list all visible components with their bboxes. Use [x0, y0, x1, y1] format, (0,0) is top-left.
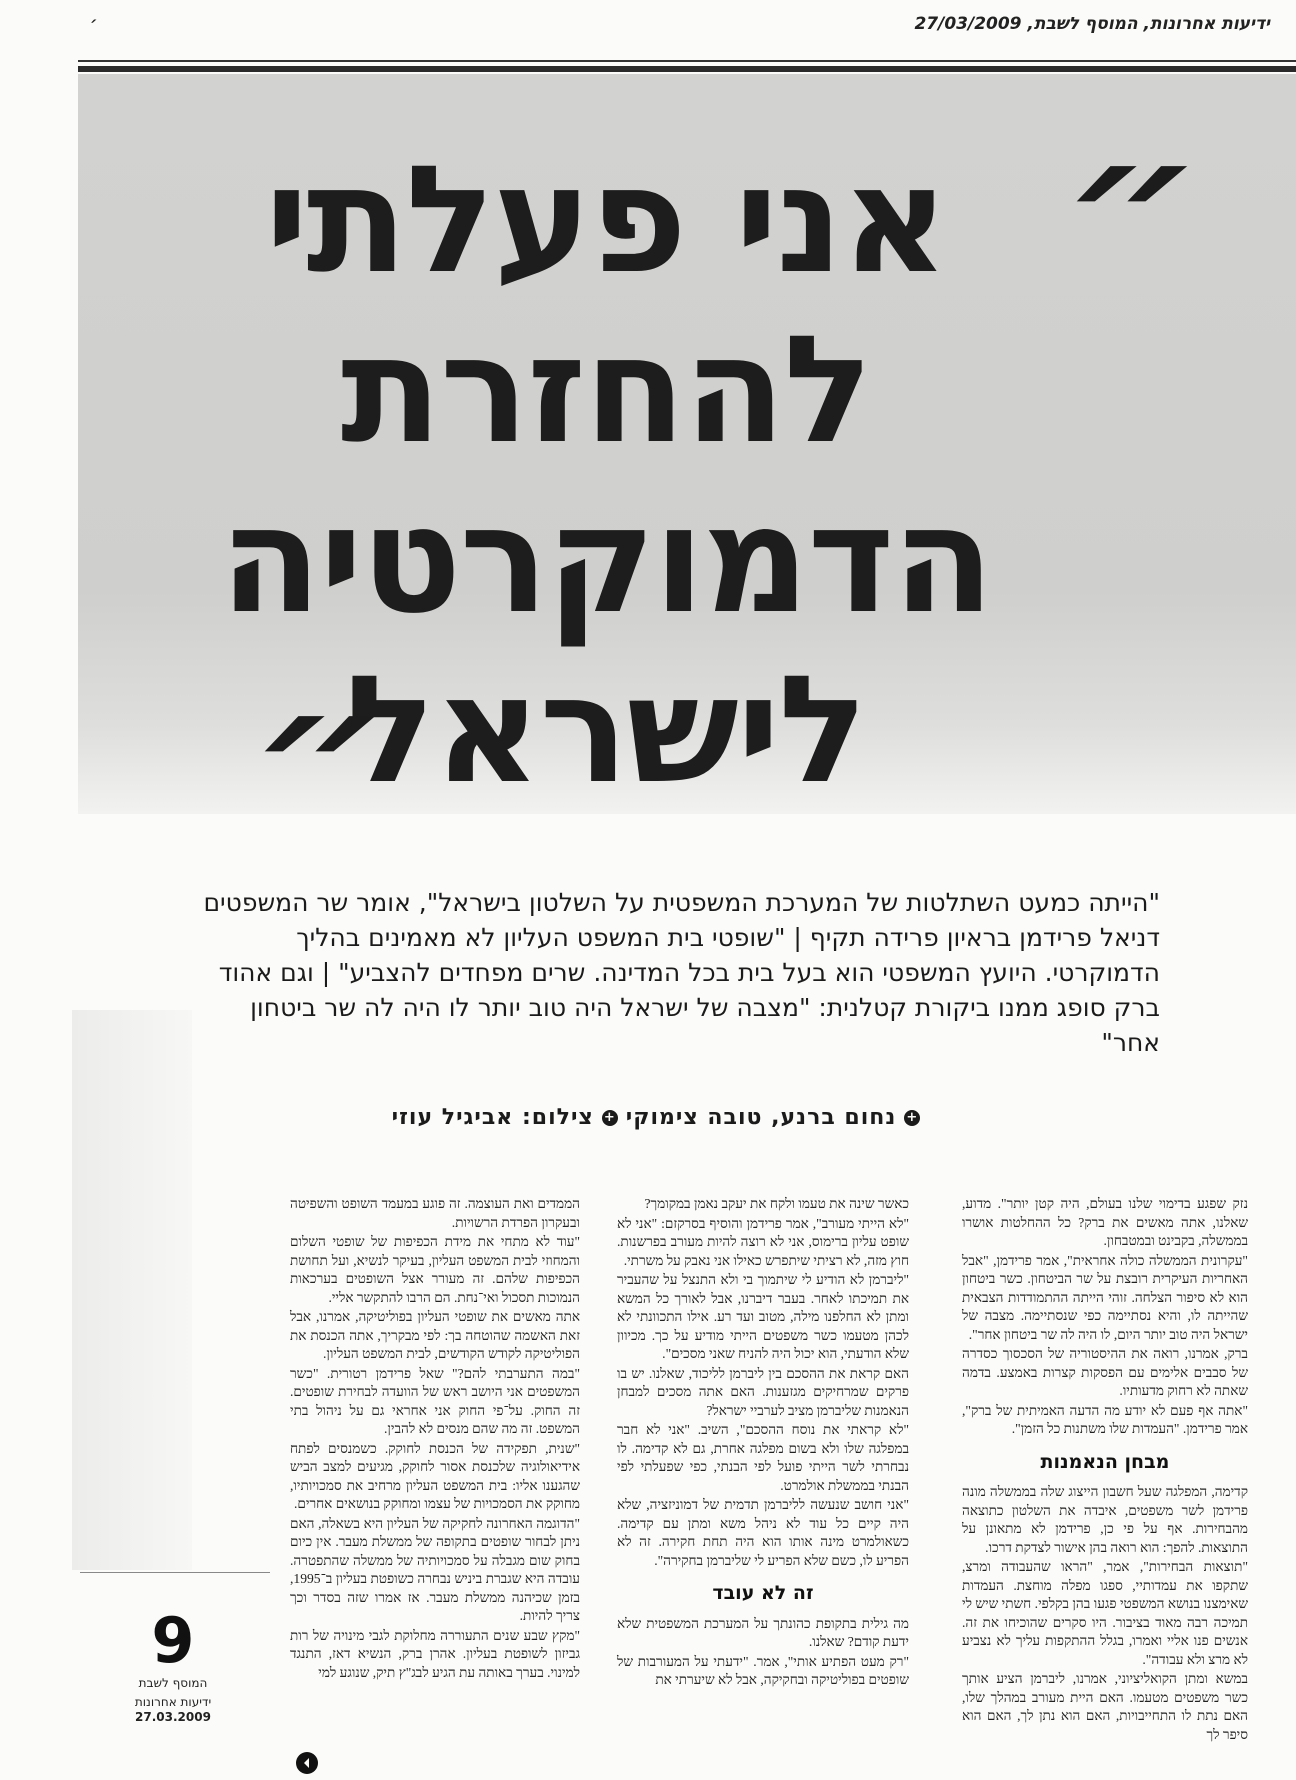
article-column-right [962, 1195, 1248, 1745]
deck-subheadline: "הייתה כמעט השתלטות של המערכת המשפטית על השלטון בישראל", אומר שר המשפטים דניאל פרידמן בראיון פרידה תקיף | "שופטי בית המשפט העליון לא מאמינים בהליך הדמוקרטי. היועץ המשפטי הוא בעל בית בכל המדינה. שרים מפחדים להצביע" | וגם אהוד ברק סופג ממנו ביקורת קטלנית: "מצבה של ישראל היה טוב יותר לו היה לה שר ביטחון אחר" [203, 888, 1160, 1057]
byline-photo-credit: צילום: אביגיל עוזי [391, 1105, 594, 1130]
headline-open-quote: ״ [1036, 94, 1219, 315]
running-head-page-mark: ׳ [90, 14, 98, 34]
paragraph: "ליברמן לא הודיע לי שיתמוך בי ולא התנצל על שהעביר את תמיכתו לאחר. בעבר דיברנו, אבל לאורך כל המשא ומתן לא החלפנו מילה, מטוב ועד רע. אילו התכוונתי לא לכהן מטעמו כשר משפטים הייתי מודיע על כך. מכיוון שלא הודעתי, הוא יכול היה להניח שאני מסכים". [617, 1272, 909, 1361]
section-heading: זה לא עובד [712, 1582, 814, 1604]
folio [118, 1604, 228, 1725]
headline-line-4: לישראל [346, 644, 866, 816]
paragraph: "שנית, תפקידה של הכנסת לחוקק. כשמנסים לפתח אידיאולוגיה שלכנסת אסור לחוקק, מגיעים למצב הביש שהגענו אליו: בית המשפט העליון מרחיב את סמכויותיו, מחוקק את הסמכויות של עצמו ומחוקק בנושאים אחרים. [290, 1440, 580, 1511]
folio-date: 27.03.2009 [135, 1710, 211, 1724]
adjacent-page-strip [72, 1010, 192, 1570]
paragraph: ברק, אמרנו, רואה את ההיסטוריה של הסכסוך כסדרה של סבבים אלימים עם הפסקות קצרות באמצע. בדמה שאתה לא רחוק מדעותיו. [962, 1346, 1248, 1398]
paragraph: במשא ומתן הקואליציוני, אמרנו, ליברמן הציע אותך כשר משפטים מטעמו. האם היית מעורב במהלך שלו, האם נתת לו התחייבויות, האם הוא נתן לך, האם הוא סיפר לך [962, 1671, 1248, 1742]
byline-authors: נחום ברנע, טובה צימוקי [625, 1105, 897, 1130]
headline-line-2: להחזרת [340, 304, 872, 476]
paragraph: "עקרונית הממשלה כולה אחראית", אמר פרידמן, "אבל האחריות העיקרית רובצת על שר הביטחון. כשר ביטחון הוא לא סיפור הצלחה. זוהי הייתה ההתמודדות הצבאית שהייתה לו, והיא נסתיימה כפי שנסתיימה. מצבה של ישראל היה טוב יותר היום, לו היה לה שר ביטחון אחר". [962, 1252, 1248, 1342]
paragraph: קדימה, המפלגה שעל חשבון הייצוג שלה בממשלה מונה פרידמן לשר משפטים, איבדה את השלטון כתוצאה מהבחירות. אף על פי כן, פרידמן לא מתאונן על התוצאות. להפך: הוא רואה בהן אישור לצדקת דרכו. [962, 1484, 1248, 1555]
headline-close-quote: ״ [224, 644, 407, 865]
article-column-left [290, 1195, 580, 1683]
paragraph: "לא קראתי את נוסח ההסכם", השיב. "אני לא חבר במפלגה שלו ולא בשום מפלגה אחרת, גם לא קדימה. לו נבחרתי לשר הייתי פועל לפי הבנתי, כפי שפעלתי לפי הבנתי בממשלת אולמרט. [617, 1422, 909, 1493]
folio-paper: ידיעות אחרונות [134, 1695, 212, 1709]
article-column-middle [617, 1195, 909, 1691]
paragraph: "תוצאות הבחירות", אמר, "הראו שהעבודה ומרצ, שתקפו את עמדותיי, ספגו מפלה מוחצת. העמדות שאימצנו בנושא המשפטי פגעו בהן בקלפי. חשתי שיש לי תמיכה רבה מאוד בציבור. היו סקרים שהוכיחו את זה. אנשים פנו אליי ואמרו, בגלל ההתקפות עליך לא נצביע לא מרצ ולא עבודה". [962, 1559, 1248, 1667]
paragraph: מה גילית בתקופת כהונתך על המערכת המשפטית שלא ידעת קודם? שאלנו. [617, 1615, 909, 1649]
paragraph: "רק מעט הפתיע אותי", אמר. "ידעתי על המעורבות של שופטים בפוליטיקה ובחקיקה, אבל לא שיערתי את [617, 1653, 909, 1687]
header-rule-thick [78, 66, 1296, 72]
running-head [90, 10, 1270, 42]
paragraph: הממדים ואת העוצמה. זה פוגע במעמד השופט והשפיטה ובעקרון הפרדת הרשויות. [290, 1196, 580, 1230]
paragraph: נזק שפגע בדימוי שלנו בעולם, היה קטן יותר". מדוע, שאלנו, אתה מאשים את ברק? כל ההחלטות אושרו בממשלה, בקבינט ובמטבחון. [962, 1196, 1248, 1248]
header-rule-thin [78, 60, 1296, 62]
section-heading: מבחן הנאמנות [1040, 1450, 1170, 1473]
paragraph: אתה מאשים את שופטי העליון בפוליטיקה, אמרנו, אבל זאת האשמה שהוטחה בך: לפי מבקריך, אתה הכנסת את הפוליטיקה לקודש הקודשים, לבית המשפט העליון. [290, 1309, 580, 1361]
paragraph: כאשר שינה את טעמו ולקח את יעקב נאמן במקומך? [644, 1196, 909, 1211]
headline-line-3: הדמוקרטיה [219, 474, 993, 646]
paragraph: "אתה אף פעם לא יודע מה הדעה האמיתית של ברק", אמר פרידמן. "העמדות שלו משתנות כל הזמן". [962, 1402, 1248, 1436]
page-number: 9 [151, 1604, 195, 1677]
paragraph: "לא הייתי מעורב", אמר פרידמן והוסיף בסרקזם: "אני לא שופט עליון ברימוס, אני לא רוצה להיות מעורב בפרשנות. חוץ מזה, לא רציתי שיתפרש כאילו אני נאבק על משרתי. [617, 1215, 909, 1268]
paragraph: "במה התערבתי להם?" שאל פרידמן רטורית. "כשר המשפטים אני היושב ראש של הוועדה לבחירת שופטים. זה החוק. על־פי החוק אני אחראי גם על ניהול בתי המשפט. זה מה שהם מנסים לא להבין. [290, 1365, 580, 1436]
paragraph: האם קראת את ההסכם בין ליברמן לליכוד, שאלנו. יש בו פרקים שמרחיקים מגזענות. האם אתה מסכים למבחן הנאמנות שליברמן מציב לערביי ישראל? [617, 1365, 909, 1418]
folio-supplement: המוסף לשבת [138, 1676, 208, 1690]
byline-bullet-icon: + [904, 1110, 920, 1126]
continue-arrow-icon [296, 1752, 318, 1774]
paragraph: "הדוגמה האחרונה לחקיקה של העליון היא בשאלה, האם ניתן לבחור שופטים בתקופה של ממשלת מעבר. אין כיום בחוק שום מגבלה על סמכויותיה של ממשלה שהתפטרה. עובדה היא שגברת ביניש נבחרה כשופטת בעליון ב־1995, בזמן שכיהנה ממשלת מעבר. אז אמרו שזה בסדר וכך צריך להיות. [290, 1515, 580, 1623]
running-head-publication-info: ידיעות אחרונות, המוסף לשבת, 27/03/2009 [914, 14, 1270, 34]
paragraph: "עוד לא מתחי את מידת הכפיפות של שופטי השלום והמחוזי לבית המשפט העליון, בעיקר לנשיא, ועל תחושת הכפיפות שלהם. זה מעורר אצל השופטים בערכאות הנמוכות תסכול ואי־נחת. הם הרבו להתקשר אליי. [290, 1234, 580, 1305]
byline-bullet-icon: + [602, 1110, 618, 1126]
paragraph: "אני חושב שנעשה לליברמן תדמית של דמוניזציה, שלא היה קיים כל עוד לא ניהל משא ומתן עם קדימה. כשאולמרט מינה אותו הוא היה תחת חקירה. זה לא הפריע לו, כשם שלא הפריע לי שליברמן בחקירה". [617, 1497, 909, 1568]
folio-rule [80, 1572, 270, 1573]
paragraph: "מקץ שבע שנים התעוררה מחלוקת לגבי מינויה של רות גביזון לשופטת בעליון. אהרן ברק, הנשיא דאז, התנגד למינוי. בערך באותה עת הגיע לבג"ץ תיק, שנוגע למי [290, 1627, 580, 1680]
headline-line-1: אני פעלתי [264, 134, 948, 306]
byline [300, 1105, 1020, 1130]
